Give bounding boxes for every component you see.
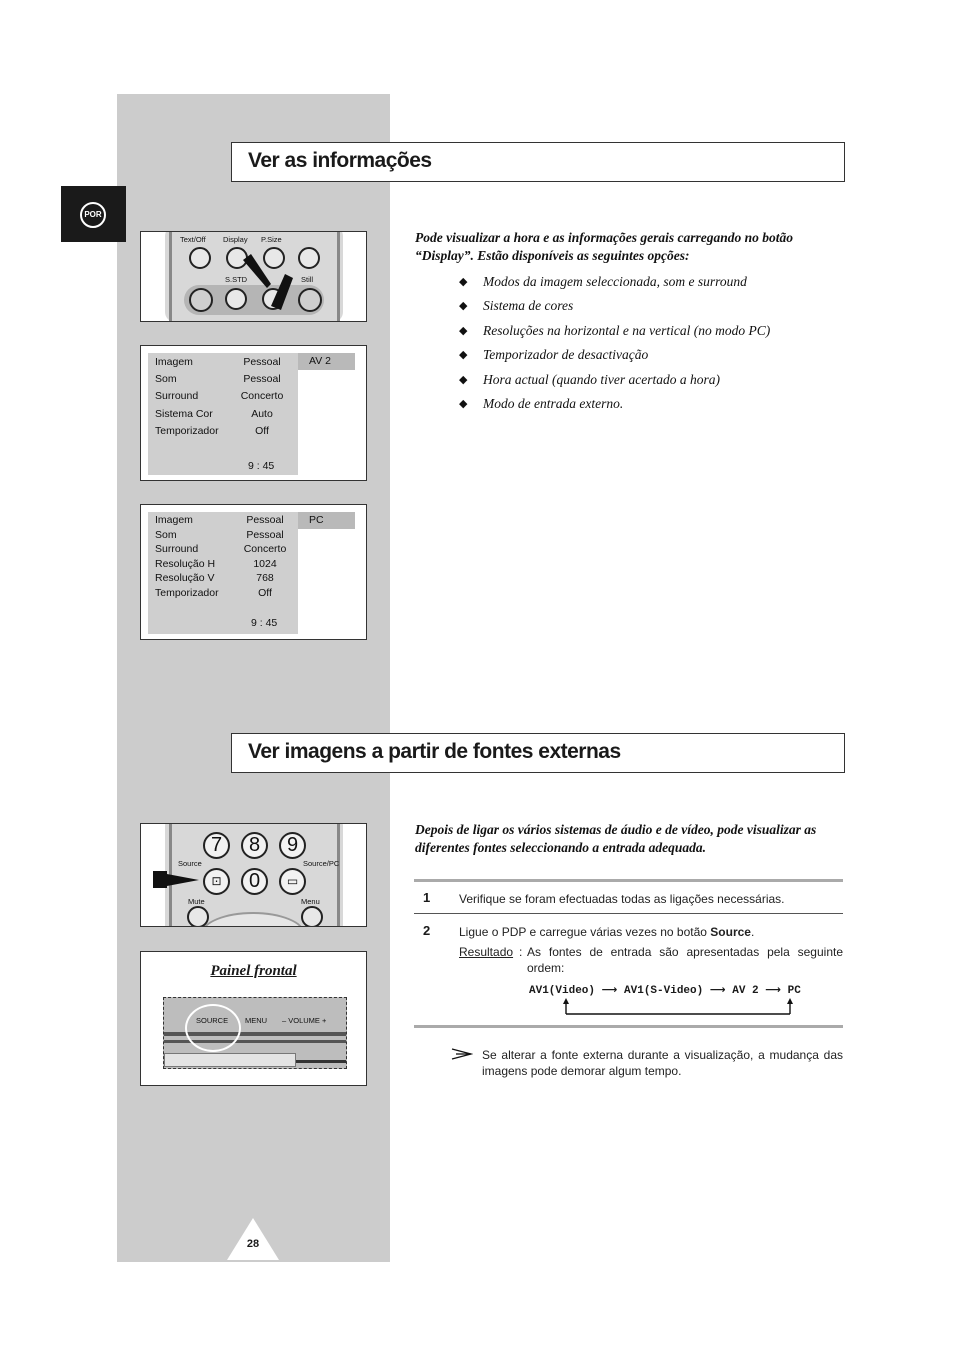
remote-source-illustration xyxy=(140,823,367,927)
osd-value: Auto xyxy=(251,407,273,420)
section-title-text: Ver as informações xyxy=(248,149,432,172)
section2-intro: Depois de ligar os vários sistemas de áudio e de vídeo, pode visualizar as diferentes fontes seleccionando a entrada adequada. xyxy=(415,822,817,855)
menu-label: Menu xyxy=(301,897,320,906)
osd-label: Surround xyxy=(155,543,199,556)
section-title-sources xyxy=(231,733,845,773)
diamond-bullet-icon: ◆ xyxy=(459,398,468,410)
osd-label: Surround xyxy=(155,390,199,403)
osd-av-frame xyxy=(140,345,367,481)
result-label: Resultado xyxy=(459,945,514,959)
panel-source-label: SOURCE xyxy=(196,1016,229,1025)
osd-pc-panel xyxy=(148,512,355,634)
section1-intro: Pode visualizar a hora e as informações gerais carregando no botão “Display”. Estão disponíveis as seguintes opções: xyxy=(415,230,794,263)
source-pc-button: ▭ xyxy=(279,868,306,895)
osd-label: Resolução H xyxy=(155,557,216,570)
step-2-text: Ligue o PDP e carregue várias vezes no botão Source. xyxy=(459,925,755,939)
osd-value: 768 xyxy=(256,572,274,585)
panel-volume-label: – VOLUME + xyxy=(282,1016,327,1025)
osd-av-panel xyxy=(148,353,355,475)
pointer-arrow-icon xyxy=(241,252,301,312)
source-sequence: AV1(Video) ⟶ AV1(S-Video) ⟶ AV 2 ⟶ PC xyxy=(529,983,801,997)
bullet-text: Temporizador de desactivação xyxy=(483,347,649,363)
round-button xyxy=(189,288,213,312)
still-button xyxy=(298,288,322,312)
osd-av-source: AV 2 xyxy=(309,355,331,367)
osd-row xyxy=(155,425,355,442)
bullet-text: Hora actual (quando tiver acertado a hora) xyxy=(483,371,720,387)
bullet-text: Modos da imagem seleccionada, som e surround xyxy=(483,274,747,289)
diamond-bullet-icon: ◆ xyxy=(459,349,468,362)
key-8-button: 8 xyxy=(241,832,268,859)
step-2-number: 2 xyxy=(423,923,431,938)
osd-label: Som xyxy=(155,528,177,541)
bullet-text: Sistema de cores xyxy=(483,298,574,314)
osd-pc-source: PC xyxy=(309,514,324,526)
step-1-text: Verifique se foram efectuadas todas as ligações necessárias. xyxy=(459,892,785,906)
sstd-label: S.STD xyxy=(225,275,248,284)
osd-value: Off xyxy=(258,587,272,599)
result-text: As fontes de entrada são apresentadas pela seguinte ordem: xyxy=(527,945,843,975)
still-label: Still xyxy=(301,275,314,284)
diamond-bullet-icon: ◆ xyxy=(459,373,468,386)
osd-row xyxy=(155,373,355,390)
bullet-text: Resoluções na horizontal e na vertical (no modo PC) xyxy=(483,322,771,338)
section-title-info xyxy=(231,142,845,182)
page-number: 28 xyxy=(246,1238,260,1250)
diamond-bullet-icon: ◆ xyxy=(459,276,468,288)
osd-pc-frame xyxy=(140,504,367,640)
osd-label: Imagem xyxy=(155,356,193,368)
osd-value: Pessoal xyxy=(246,514,284,526)
diamond-bullet-icon: ◆ xyxy=(459,300,468,313)
source-label: Source xyxy=(178,859,202,868)
key-0-button: 0 xyxy=(241,868,268,895)
osd-value: Concerto xyxy=(243,543,287,556)
mute-button xyxy=(187,906,209,927)
osd-value: Off xyxy=(255,424,269,437)
osd-value: Pessoal xyxy=(243,373,281,386)
text-off-label: Text/Off xyxy=(180,235,206,244)
key-7-button: 7 xyxy=(203,832,230,859)
diamond-bullet-icon: ◆ xyxy=(459,324,468,337)
note-text: Se alterar a fonte externa durante a visualização, a mudança das imagens pode demorar algum tempo. xyxy=(482,1048,843,1078)
front-panel-strip xyxy=(163,997,347,1069)
text-off-button xyxy=(189,247,211,269)
table-mid-rule xyxy=(414,913,843,914)
pointer-arrow-icon xyxy=(153,868,205,894)
loop-arrow-icon xyxy=(562,998,796,1018)
osd-label: Som xyxy=(155,373,177,386)
osd-label: Sistema Cor xyxy=(155,407,213,420)
osd-row xyxy=(155,390,355,407)
extra-button xyxy=(298,247,320,269)
osd-label: Resolução V xyxy=(155,572,215,585)
osd-av-time: 9 : 45 xyxy=(248,460,275,472)
osd-label: Imagem xyxy=(155,514,193,526)
mute-label: Mute xyxy=(188,897,205,906)
osd-pc-time: 9 : 45 xyxy=(251,617,278,629)
osd-value: Pessoal xyxy=(246,528,284,541)
front-panel-title: Painel frontal xyxy=(210,963,297,979)
source-button: ⊡ xyxy=(203,868,230,895)
language-badge: POR xyxy=(80,202,106,228)
source-emphasis: Source xyxy=(710,925,751,939)
osd-row xyxy=(155,408,355,425)
key-9-button: 9 xyxy=(279,832,306,859)
osd-value: Concerto xyxy=(240,390,284,403)
front-panel-illustration xyxy=(140,951,367,1086)
section-title-text: Ver imagens a partir de fontes externas xyxy=(248,740,621,763)
osd-row xyxy=(155,356,355,373)
table-bottom-rule xyxy=(414,1025,843,1028)
remote-display-illustration xyxy=(140,231,367,322)
display-label: Display xyxy=(223,235,248,244)
step-1-number: 1 xyxy=(423,890,431,905)
osd-label: Temporizador xyxy=(155,424,219,437)
psize-label: P.Size xyxy=(261,235,282,244)
osd-value: 1024 xyxy=(253,557,277,570)
bullet-text: Modo de entrada externo. xyxy=(483,396,624,411)
note-arrow-icon xyxy=(451,1047,473,1061)
osd-label: Temporizador xyxy=(155,587,219,599)
highlight-circle xyxy=(185,1004,241,1052)
table-top-rule xyxy=(414,879,843,882)
osd-value: Pessoal xyxy=(243,356,281,368)
menu-button xyxy=(301,906,323,927)
panel-menu-label: MENU xyxy=(245,1016,268,1025)
source-pc-label: Source/PC xyxy=(303,859,340,868)
osd-row xyxy=(155,587,355,604)
